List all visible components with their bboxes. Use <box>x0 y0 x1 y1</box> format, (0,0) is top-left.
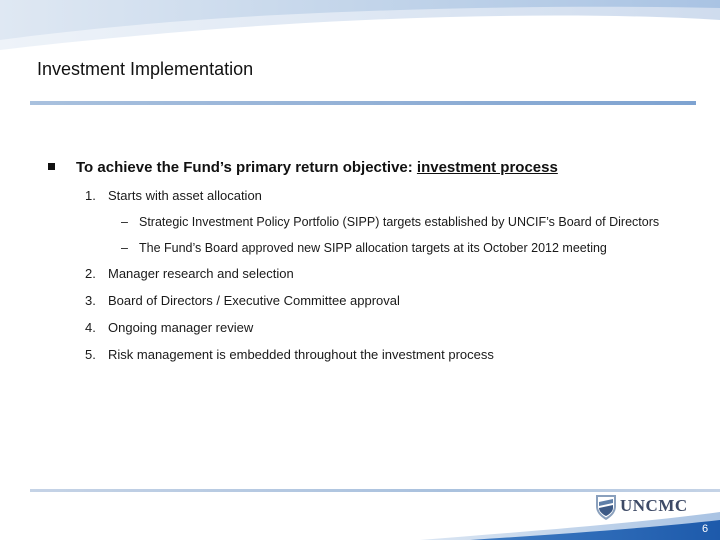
page-number: 6 <box>702 523 709 535</box>
list-item-text: Starts with asset allocation <box>108 188 262 203</box>
list-item-text: Manager research and selection <box>108 266 294 281</box>
sub-list-item-text: The Fund’s Board approved new SIPP allocation targets at its October 2012 meeting <box>139 241 607 255</box>
slide-title: Investment Implementation <box>37 59 254 79</box>
list-item <box>85 266 294 281</box>
sub-list-item-text: Strategic Investment Policy Portfolio (SIPP) targets established by UNCIF’s Board of Directors <box>139 215 660 229</box>
list-item-text: Ongoing manager review <box>108 320 254 335</box>
list-item-number: 3. <box>85 293 96 308</box>
dash-bullet: – <box>121 241 128 255</box>
list-item-text: Risk management is embedded throughout the investment process <box>108 347 494 362</box>
shield-icon <box>594 493 618 521</box>
sub-list-item <box>121 215 659 229</box>
title-divider <box>30 101 696 105</box>
uncmc-logo <box>594 493 694 521</box>
list-item <box>85 347 494 362</box>
list-item-number: 2. <box>85 266 96 281</box>
list-item-number: 5. <box>85 347 96 362</box>
sub-list-item <box>121 241 607 255</box>
list-item <box>85 293 400 308</box>
list-item-number: 4. <box>85 320 96 335</box>
dash-bullet: – <box>121 215 128 229</box>
list-item <box>85 188 262 203</box>
list-item-text: Board of Directors / Executive Committee approval <box>108 293 400 308</box>
list-item-number: 1. <box>85 188 96 203</box>
square-bullet-icon <box>48 163 55 170</box>
logo-text: UNCMC <box>620 496 688 515</box>
main-bullet-lead: To achieve the Fund’s primary return objective: <box>76 159 417 176</box>
list-item <box>85 320 253 335</box>
investment-process-link[interactable]: investment process <box>416 159 558 176</box>
main-bullet-text <box>76 159 558 176</box>
header-swoosh <box>0 0 720 60</box>
